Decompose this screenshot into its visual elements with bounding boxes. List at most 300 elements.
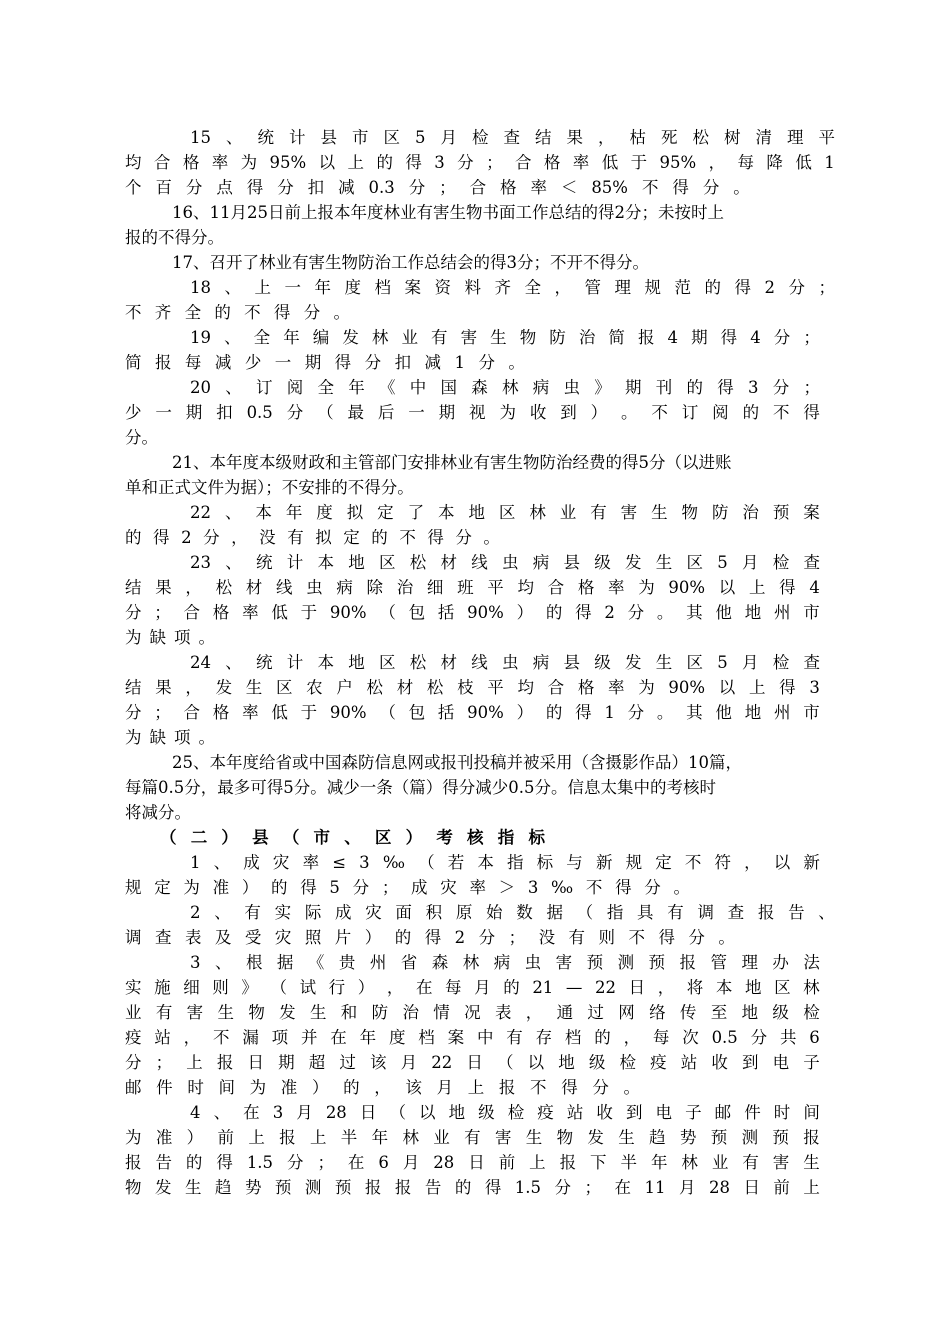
glyph: 3 <box>527 878 539 897</box>
glyph: 生 <box>655 553 673 572</box>
glyph: 得 <box>300 878 317 897</box>
glyph: ＜ <box>560 178 578 197</box>
glyph: ； <box>803 378 820 397</box>
glyph: 检 <box>772 653 790 672</box>
glyph: ） <box>516 603 534 622</box>
glyph: 90% <box>329 703 367 722</box>
glyph: 检 <box>803 1003 820 1022</box>
glyph: 地 <box>558 1053 575 1072</box>
glyph: 报 <box>125 1153 142 1172</box>
text-line <box>190 375 820 400</box>
glyph: 19 <box>190 328 211 347</box>
text-line: 21、本年度本级财政和主管部门安排林业有害生物防治经费的得5分（以进账 <box>172 453 732 472</box>
glyph: ＞ <box>498 878 516 897</box>
glyph: 果 <box>566 128 583 147</box>
glyph: 得 <box>779 678 796 697</box>
glyph: 项 <box>174 728 191 747</box>
glyph: 松 <box>692 128 709 147</box>
glyph: 前 <box>217 1128 234 1147</box>
glyph: 90% <box>329 603 367 622</box>
glyph: 报 <box>279 1128 296 1147</box>
glyph: 料 <box>464 278 481 297</box>
glyph: 日 <box>359 1103 377 1122</box>
glyph: 1 <box>824 153 835 172</box>
glyph: 并 <box>300 1028 318 1047</box>
glyph: 低 <box>601 153 619 172</box>
text-line <box>125 400 820 425</box>
glyph: 合 <box>153 153 171 172</box>
glyph: 月 <box>474 978 491 997</box>
glyph: 月 <box>402 1153 420 1172</box>
glyph: 他 <box>715 603 732 622</box>
glyph: 表 <box>494 1003 512 1022</box>
glyph: 害 <box>460 328 478 347</box>
glyph: 、 <box>224 328 241 347</box>
text-line <box>125 675 820 700</box>
glyph: 为 <box>183 878 200 897</box>
glyph: 地 <box>448 1103 466 1122</box>
glyph: 漏 <box>242 1028 259 1047</box>
text-line <box>125 975 820 1000</box>
glyph: 生 <box>655 653 673 672</box>
glyph: 没 <box>259 528 276 547</box>
glyph: 28 <box>325 1103 347 1122</box>
glyph: 有 <box>244 903 261 922</box>
glyph: 每 <box>652 1028 670 1047</box>
glyph: 趋 <box>214 1178 232 1197</box>
glyph: 一 <box>284 278 301 297</box>
glyph: ） <box>241 878 259 897</box>
glyph: 间 <box>218 1078 235 1097</box>
glyph: 预 <box>334 1178 352 1197</box>
glyph: 治 <box>578 328 596 347</box>
text-line: 报的不得分。 <box>125 228 224 247</box>
glyph: （ <box>160 828 177 847</box>
glyph: 分 <box>125 603 142 622</box>
text-line <box>190 1100 820 1125</box>
glyph: 该 <box>405 1078 422 1097</box>
glyph: 规 <box>644 278 661 297</box>
text-line <box>190 325 820 350</box>
glyph: 报 <box>803 1128 820 1147</box>
glyph: 年 <box>371 1128 389 1147</box>
glyph: 、 <box>224 278 241 297</box>
glyph: 以 <box>419 1103 436 1122</box>
glyph: 低 <box>271 703 288 722</box>
glyph: ； <box>155 1053 173 1072</box>
glyph: ； <box>317 1153 334 1172</box>
glyph: 的 <box>594 1028 611 1047</box>
glyph: 下 <box>590 1153 607 1172</box>
glyph: 、 <box>214 903 231 922</box>
glyph: 地 <box>744 978 762 997</box>
glyph: ‰ <box>551 878 574 897</box>
glyph: 分 <box>750 1028 768 1047</box>
glyph: 3 <box>272 1103 284 1122</box>
glyph: 发 <box>279 1003 296 1022</box>
glyph: 照 <box>304 928 322 947</box>
glyph: 指 <box>606 903 624 922</box>
glyph: 年 <box>283 328 300 347</box>
text-line <box>125 725 215 750</box>
text-line <box>125 1175 820 1200</box>
text-line <box>125 600 820 625</box>
glyph: 不 <box>684 853 702 872</box>
glyph: 过 <box>587 1003 604 1022</box>
glyph: 5 <box>329 878 340 897</box>
text-line <box>125 1150 820 1175</box>
glyph: 点 <box>216 178 233 197</box>
text-line <box>125 925 735 950</box>
glyph: 测 <box>741 1128 759 1147</box>
text-line <box>190 550 820 575</box>
glyph: 为 <box>638 678 655 697</box>
glyph: 林 <box>462 953 480 972</box>
glyph: ， <box>525 1003 543 1022</box>
glyph: 州 <box>369 953 387 972</box>
glyph: （ <box>317 403 334 422</box>
glyph: 齐 <box>154 303 172 322</box>
glyph: 合 <box>469 178 487 197</box>
glyph: 3 <box>434 153 445 172</box>
text-line: 17、召开了林业有害生物防治工作总结会的得3分；不开不得分。 <box>172 253 649 272</box>
text-line <box>125 1125 820 1150</box>
glyph: 区 <box>774 978 791 997</box>
glyph: 松 <box>366 678 383 697</box>
glyph: 的 <box>125 528 142 547</box>
glyph: 分 <box>303 303 321 322</box>
glyph: 以 <box>718 578 736 597</box>
glyph: （ <box>379 603 396 622</box>
glyph: 区 <box>374 828 392 847</box>
glyph: 数 <box>516 903 533 922</box>
glyph: 疫 <box>125 1028 142 1047</box>
glyph: 2 <box>604 603 615 622</box>
glyph: ， <box>554 278 571 297</box>
glyph: 线 <box>275 578 293 597</box>
glyph: 合 <box>183 703 201 722</box>
glyph: 合 <box>547 678 565 697</box>
glyph: 有 <box>506 1028 523 1047</box>
glyph: 分 <box>554 1178 572 1197</box>
glyph: 的 <box>704 278 721 297</box>
glyph: 年 <box>348 378 365 397</box>
glyph: 收 <box>596 1103 613 1122</box>
glyph: 市 <box>313 828 331 847</box>
glyph: 的 <box>545 703 563 722</box>
glyph: 28 <box>708 1178 730 1197</box>
glyph: 他 <box>715 703 732 722</box>
glyph: 的 <box>503 978 520 997</box>
glyph: 案 <box>447 1028 465 1047</box>
glyph: 区 <box>686 653 703 672</box>
glyph: 5 <box>717 653 728 672</box>
glyph: 》 <box>594 378 611 397</box>
glyph: 受 <box>244 928 262 947</box>
glyph: 防 <box>549 328 566 347</box>
glyph: 分 <box>203 528 220 547</box>
glyph: 班 <box>457 578 474 597</box>
glyph: 细 <box>426 578 444 597</box>
glyph: ； <box>584 1178 602 1197</box>
glyph: 阅 <box>286 378 304 397</box>
glyph: 6 <box>378 1153 389 1172</box>
glyph: 分 <box>287 1153 304 1172</box>
glyph: 生 <box>245 678 263 697</box>
glyph: 林 <box>371 328 389 347</box>
glyph: 2 <box>190 903 201 922</box>
glyph: 资 <box>434 278 451 297</box>
glyph: 子 <box>685 1103 702 1122</box>
glyph: 物 <box>556 1128 574 1147</box>
text-line <box>190 650 820 675</box>
glyph: ） <box>221 828 238 847</box>
glyph: 一 <box>274 353 292 372</box>
glyph: 日 <box>468 1153 485 1172</box>
glyph: 扣 <box>216 403 233 422</box>
glyph: 度 <box>316 503 333 522</box>
glyph: 简 <box>608 328 625 347</box>
glyph: 统 <box>256 653 273 672</box>
glyph: 定 <box>655 853 672 872</box>
glyph: 生 <box>217 1003 234 1022</box>
glyph: 测 <box>304 1178 322 1197</box>
glyph: 为 <box>125 628 142 647</box>
glyph: 合 <box>514 153 532 172</box>
glyph: ≤ <box>332 853 347 872</box>
glyph: 以 <box>773 853 791 872</box>
glyph: 件 <box>744 1103 761 1122</box>
section-heading <box>160 825 545 850</box>
glyph: 月 <box>436 1078 454 1097</box>
glyph: 若 <box>447 853 465 872</box>
glyph: 业 <box>401 328 418 347</box>
glyph: 地 <box>348 653 365 672</box>
glyph: 半 <box>340 1128 358 1147</box>
glyph: 在 <box>415 978 433 997</box>
glyph: ， <box>374 1078 391 1097</box>
glyph: 疫 <box>650 1053 667 1072</box>
glyph: 市 <box>803 703 820 722</box>
glyph: 和 <box>340 1003 358 1022</box>
glyph: 到 <box>742 1053 759 1072</box>
glyph: 11 <box>644 1178 666 1197</box>
glyph: 级 <box>478 1103 495 1122</box>
glyph: 贵 <box>338 953 356 972</box>
glyph: 。 <box>673 878 690 897</box>
glyph: 、 <box>213 1103 231 1122</box>
glyph: （ <box>270 978 287 997</box>
glyph: 病 <box>336 578 353 597</box>
glyph: 不 <box>651 403 668 422</box>
glyph: 果 <box>155 578 172 597</box>
glyph: 每 <box>445 978 462 997</box>
glyph: 23 <box>190 553 211 572</box>
glyph: 实 <box>125 978 142 997</box>
glyph: （ <box>389 1103 406 1122</box>
glyph: ； <box>154 603 171 622</box>
glyph: 分 <box>455 528 472 547</box>
glyph: 业 <box>433 1128 450 1147</box>
glyph: 预 <box>710 1128 728 1147</box>
glyph: 地 <box>468 503 485 522</box>
glyph: 林 <box>803 978 820 997</box>
text-line <box>125 425 158 450</box>
glyph: — <box>565 978 583 997</box>
glyph: 次 <box>682 1028 699 1047</box>
glyph: 视 <box>469 403 486 422</box>
glyph: 虫 <box>563 378 580 397</box>
glyph: 格 <box>182 153 200 172</box>
glyph: 不 <box>399 528 416 547</box>
glyph: 扣 <box>307 178 325 197</box>
glyph: 业 <box>559 503 577 522</box>
glyph: 的 <box>271 878 288 897</box>
glyph: 期 <box>438 403 456 422</box>
glyph: 件 <box>156 1078 173 1097</box>
glyph: ， <box>183 1028 201 1047</box>
glyph: 均 <box>517 678 534 697</box>
glyph: 度 <box>344 278 361 297</box>
glyph: 发 <box>154 1178 172 1197</box>
glyph: 2 <box>181 528 192 547</box>
glyph: 半 <box>620 1153 637 1172</box>
glyph: 报 <box>559 1153 577 1172</box>
glyph: 片 <box>334 928 352 947</box>
glyph: 得 <box>672 178 689 197</box>
glyph: 络 <box>649 1003 666 1022</box>
glyph: 有 <box>431 328 448 347</box>
glyph: 案 <box>803 503 820 522</box>
glyph: 指 <box>507 853 524 872</box>
glyph: 分 <box>352 878 370 897</box>
glyph: 4 <box>750 328 761 347</box>
glyph: 符 <box>714 853 731 872</box>
glyph: 地 <box>744 603 762 622</box>
glyph: 率 <box>242 703 259 722</box>
glyph: 分 <box>364 353 382 372</box>
glyph: 的 <box>454 1178 472 1197</box>
glyph: 准 <box>155 1128 173 1147</box>
glyph: 格 <box>577 678 595 697</box>
glyph: 其 <box>686 603 703 622</box>
glyph: 。 <box>621 403 638 422</box>
glyph: 超 <box>308 1053 326 1072</box>
glyph: 全 <box>253 328 271 347</box>
glyph: 得 <box>405 153 422 172</box>
glyph: 生 <box>525 1128 543 1147</box>
glyph: 趋 <box>649 1128 666 1147</box>
glyph: 1.5 <box>246 1153 274 1172</box>
glyph: 中 <box>476 1028 494 1047</box>
glyph: 分 <box>592 1078 609 1097</box>
glyph: 考 <box>436 828 453 847</box>
glyph: 传 <box>679 1003 697 1022</box>
glyph: ） <box>186 1128 204 1147</box>
text-line: 16、11月25日前上报本年度林业有害生物书面工作总结的得2分；未按时上 <box>172 203 724 222</box>
glyph: 得 <box>216 1153 233 1172</box>
glyph: 得 <box>561 1078 578 1097</box>
glyph: 统 <box>256 553 273 572</box>
glyph: 材 <box>396 678 414 697</box>
glyph: 减 <box>338 178 355 197</box>
glyph: 物 <box>248 1003 265 1022</box>
glyph: 上 <box>248 1128 265 1147</box>
glyph: 不 <box>212 1028 230 1047</box>
glyph: 线 <box>471 653 488 672</box>
glyph: ； <box>439 178 456 197</box>
glyph: 的 <box>686 378 703 397</box>
text-line <box>125 625 215 650</box>
glyph: 在 <box>614 1178 631 1197</box>
text-line <box>125 875 690 900</box>
glyph: 材 <box>440 653 457 672</box>
glyph: 疫 <box>537 1103 554 1122</box>
glyph: 分 <box>478 928 496 947</box>
glyph: 不 <box>772 403 790 422</box>
glyph: 成 <box>411 878 428 897</box>
glyph: ， <box>657 978 675 997</box>
glyph: 。 <box>656 703 674 722</box>
glyph: 1 <box>604 703 615 722</box>
glyph: 不 <box>244 303 261 322</box>
glyph: 、 <box>226 128 243 147</box>
glyph: 新 <box>803 853 820 872</box>
glyph: 定 <box>343 528 360 547</box>
glyph: 案 <box>404 278 421 297</box>
glyph: 不 <box>125 303 142 322</box>
glyph: 将 <box>686 978 704 997</box>
glyph: 结 <box>535 128 552 147</box>
glyph: 发 <box>625 553 642 572</box>
glyph: 分 <box>286 403 304 422</box>
glyph: 格 <box>577 578 595 597</box>
glyph: ） <box>516 703 534 722</box>
glyph: 始 <box>486 903 503 922</box>
glyph: 95% <box>659 153 697 172</box>
glyph: 势 <box>244 1178 262 1197</box>
glyph: ‰ <box>382 853 405 872</box>
text-line <box>125 525 500 550</box>
glyph: 邮 <box>714 1103 732 1122</box>
glyph: 、 <box>213 853 231 872</box>
glyph: 、 <box>214 953 232 972</box>
glyph: ） <box>357 978 375 997</box>
glyph: 每 <box>737 153 754 172</box>
glyph: 20 <box>190 378 211 397</box>
glyph: 于 <box>300 703 318 722</box>
glyph: 6 <box>809 1028 820 1047</box>
glyph: 4 <box>809 578 820 597</box>
text-line <box>125 1075 640 1100</box>
glyph: 查 <box>803 553 820 572</box>
glyph: ） <box>364 928 382 947</box>
glyph: 分 <box>772 378 790 397</box>
glyph: 4 <box>667 328 678 347</box>
text-line <box>190 500 820 525</box>
glyph: 前 <box>498 1153 516 1172</box>
glyph: ） <box>405 828 423 847</box>
glyph: 该 <box>370 1053 387 1072</box>
glyph: 及 <box>214 928 232 947</box>
glyph: 档 <box>374 278 391 297</box>
glyph: 85% <box>591 178 628 197</box>
glyph: 邮 <box>125 1078 142 1097</box>
glyph: 计 <box>289 128 306 147</box>
glyph: 期 <box>185 403 203 422</box>
glyph: 平 <box>487 678 504 697</box>
glyph: 核 <box>467 828 484 847</box>
